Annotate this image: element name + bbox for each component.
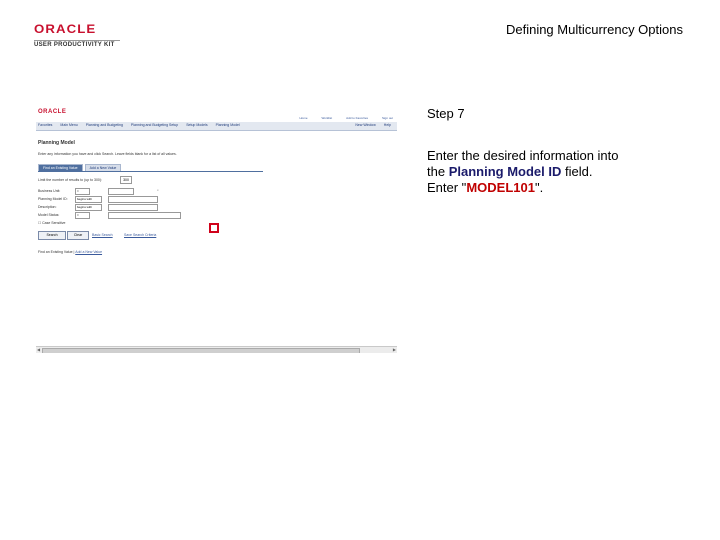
model-status-operator[interactable]: = [75, 212, 90, 219]
tab-find-existing[interactable]: Find an Existing Value [38, 164, 83, 172]
horizontal-scrollbar[interactable] [36, 346, 397, 353]
page-title: Planning Model [38, 140, 75, 146]
scroll-left-icon[interactable]: ◀ [37, 347, 41, 352]
oracle-upk-logo [34, 22, 124, 48]
link-sign-out[interactable]: Sign out [381, 116, 393, 120]
logo-product: USER PRODUCTIVITY KIT [34, 40, 120, 48]
case-sensitive-checkbox[interactable]: ☐ Case Sensitive [38, 221, 66, 225]
scroll-right-icon[interactable]: ▶ [392, 347, 396, 352]
add-new-link[interactable]: Add a New Value [75, 250, 103, 254]
lookup-icon[interactable]: ⌕ [157, 188, 159, 192]
limit-input[interactable]: 300 [120, 176, 132, 184]
planning-model-id-operator[interactable]: begins with [75, 196, 102, 203]
business-unit-operator[interactable]: = [75, 188, 90, 195]
new-window-link[interactable]: New Window [355, 123, 376, 127]
save-search-criteria-link[interactable]: Save Search Criteria [124, 233, 157, 237]
tab-divider [38, 171, 263, 172]
help-link[interactable]: Help [383, 123, 391, 127]
model-status-label: Model Status: [38, 213, 60, 217]
basic-search-link[interactable]: Basic Search [92, 233, 113, 237]
top-links [300, 116, 394, 120]
limit-label: Limit the number of results to (up to 300): [38, 178, 103, 182]
instruction-line-2 [427, 164, 657, 180]
field-name: Planning Model ID [448, 164, 562, 179]
instruction-text: the [427, 164, 449, 179]
model-status-select[interactable] [108, 212, 181, 219]
document-title: Defining Multicurrency Options [505, 22, 683, 37]
link-add-favorites[interactable]: Add to Favorites [346, 116, 368, 120]
app-logo: ORACLE [38, 109, 67, 115]
instruction-text: ". [534, 180, 544, 195]
find-existing-link[interactable]: Find an Existing Value [38, 250, 73, 254]
breadcrumb-item[interactable]: Planning Model [215, 123, 240, 127]
description-input[interactable] [108, 204, 158, 211]
business-unit-input[interactable] [108, 188, 134, 195]
breadcrumb-item[interactable]: Setup Models [186, 123, 208, 127]
link-home[interactable]: Home [299, 116, 308, 120]
breadcrumb-item[interactable]: Main Menu [60, 123, 78, 127]
clear-button[interactable]: Clear [67, 231, 89, 240]
instruction-line-3 [427, 180, 657, 196]
breadcrumb-item[interactable]: Planning and Budgeting Setup [130, 123, 179, 127]
description-label: Description: [38, 205, 57, 209]
instruction-text: Enter " [427, 180, 467, 195]
breadcrumb [38, 123, 240, 127]
case-sensitive-label: Case Sensitive [42, 221, 66, 225]
scrollbar-thumb[interactable] [42, 348, 360, 353]
business-unit-label: Business Unit: [38, 189, 61, 193]
search-instruction: Enter any information you have and click Search. Leave fields blank for a list of all values. [38, 152, 177, 156]
planning-model-id-input[interactable] [108, 196, 158, 203]
search-button[interactable]: Search [38, 231, 66, 240]
description-operator[interactable]: begins with [75, 204, 102, 211]
action-marker [209, 223, 219, 233]
bottom-links: Find an Existing Value | Add a New Value [38, 250, 103, 254]
breadcrumb-item[interactable]: Planning and Budgeting [85, 123, 123, 127]
planning-model-id-label: Planning Model ID: [38, 197, 68, 201]
logo-brand: ORACLE [34, 22, 97, 36]
breadcrumb-item[interactable]: Favorites [38, 123, 53, 127]
menu-bar [36, 122, 397, 131]
instruction-text: field. [561, 164, 593, 179]
step-label: Step 7 [427, 106, 465, 121]
tab-add-new[interactable]: Add a New Value [85, 164, 122, 172]
page-tools [355, 123, 391, 127]
link-worklist[interactable]: Worklist [321, 116, 333, 120]
instruction-line-1: Enter the desired information into [427, 148, 619, 163]
entry-value: MODEL101 [466, 180, 535, 195]
step-instruction [427, 148, 657, 196]
